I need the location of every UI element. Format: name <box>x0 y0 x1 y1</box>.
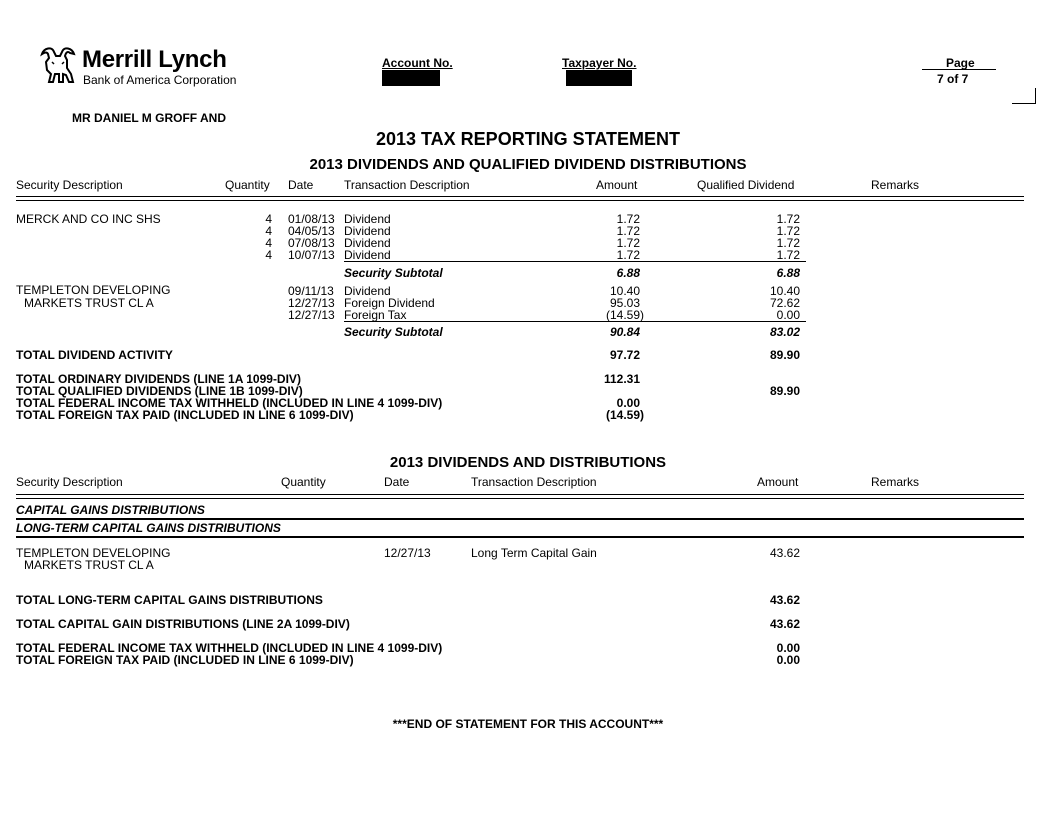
page-number: 7 of 7 <box>937 72 969 86</box>
row-amount: 1.72 <box>616 236 640 250</box>
total-qualified-dividends-label: TOTAL QUALIFIED DIVIDENDS (LINE 1B 1099-DIV) <box>16 384 303 398</box>
customer-name: MR DANIEL M GROFF AND <box>72 111 226 125</box>
row-amount: 95.03 <box>609 296 640 310</box>
row-description: Long Term Capital Gain <box>471 546 597 560</box>
total-federal-tax-withheld-amount: 0.00 <box>616 396 640 410</box>
row-qualified: 0.00 <box>776 308 800 322</box>
col-date: Date <box>384 475 410 489</box>
row-amount: 1.72 <box>616 248 640 262</box>
col-amount: Amount <box>757 475 799 489</box>
row-qualified: 1.72 <box>776 248 800 262</box>
total-long-term-cg-label: TOTAL LONG-TERM CAPITAL GAINS DISTRIBUTIONS <box>16 593 323 607</box>
row-amount: 10.40 <box>609 284 640 298</box>
total-capital-gain-distributions-label: TOTAL CAPITAL GAIN DISTRIBUTIONS (LINE 2A 1099-DIV) <box>16 617 350 631</box>
row-amount: 1.72 <box>616 212 640 226</box>
total-long-term-cg-amount: 43.62 <box>769 593 800 607</box>
row-description: Dividend <box>344 236 391 250</box>
row-quantity: 4 <box>265 212 272 226</box>
col-remarks: Remarks <box>871 475 920 489</box>
brand-subtitle: Bank of America Corporation <box>83 73 237 87</box>
row-description: Foreign Tax <box>344 308 407 322</box>
taxpayer-number-redacted <box>566 70 632 86</box>
security-name-line2: MARKETS TRUST CL A <box>24 296 154 310</box>
security-name: TEMPLETON DEVELOPING <box>16 546 171 560</box>
account-number-redacted <box>382 70 440 86</box>
row-qualified: 1.72 <box>776 224 800 238</box>
total-ordinary-dividends-amount: 112.31 <box>603 372 640 386</box>
security-name-line2: MARKETS TRUST CL A <box>24 558 154 572</box>
end-of-statement: ***END OF STATEMENT FOR THIS ACCOUNT*** <box>392 717 664 731</box>
total-capital-gain-distributions-amount: 43.62 <box>769 617 800 631</box>
brand-name: Merrill Lynch <box>82 46 227 73</box>
col-security-description: Security Description <box>16 178 123 192</box>
row-description: Dividend <box>344 248 391 262</box>
total-dividend-activity-amount: 97.72 <box>609 348 640 362</box>
row-date: 07/08/13 <box>288 236 335 250</box>
total-foreign-tax-paid-amount: (14.59) <box>605 408 644 422</box>
subtotal-qualified: 6.88 <box>776 266 800 280</box>
row-qualified: 1.72 <box>776 236 800 250</box>
col-amount: Amount <box>596 178 638 192</box>
row-date: 10/07/13 <box>288 248 335 262</box>
subtotal-label: Security Subtotal <box>344 325 443 339</box>
row-amount: 43.62 <box>769 546 800 560</box>
col-qualified-dividend: Qualified Dividend <box>697 178 795 192</box>
col-transaction-description: Transaction Description <box>344 178 470 192</box>
total-dividend-activity-qualified: 89.90 <box>769 348 800 362</box>
col-security-description: Security Description <box>16 475 123 489</box>
subtotal-amount: 6.88 <box>616 266 640 280</box>
subtotal-amount: 90.84 <box>609 325 640 339</box>
row-date: 12/27/13 <box>288 296 335 310</box>
taxpayer-number-label: Taxpayer No. <box>562 56 637 70</box>
subcategory-long-term: LONG-TERM CAPITAL GAINS DISTRIBUTIONS <box>16 521 281 535</box>
total-dividend-activity-label: TOTAL DIVIDEND ACTIVITY <box>16 348 173 362</box>
total-federal-tax-withheld-amount: 0.00 <box>776 641 800 655</box>
row-date: 12/27/13 <box>288 308 335 322</box>
row-qualified: 1.72 <box>776 212 800 226</box>
total-federal-tax-withheld-label: TOTAL FEDERAL INCOME TAX WITHHELD (INCLUDED IN LINE 4 1099-DIV) <box>16 641 443 655</box>
subtotal-qualified: 83.02 <box>769 325 800 339</box>
row-date: 09/11/13 <box>288 284 334 298</box>
row-date: 01/08/13 <box>288 212 335 226</box>
row-description: Dividend <box>344 224 391 238</box>
security-name: TEMPLETON DEVELOPING <box>16 283 171 297</box>
row-description: Dividend <box>344 212 391 226</box>
category-capital-gains: CAPITAL GAINS DISTRIBUTIONS <box>16 503 205 517</box>
row-date: 04/05/13 <box>288 224 335 238</box>
total-federal-tax-withheld-label: TOTAL FEDERAL INCOME TAX WITHHELD (INCLUDED IN LINE 4 1099-DIV) <box>16 396 443 410</box>
row-amount: (14.59) <box>605 308 644 322</box>
section1-title: 2013 DIVIDENDS AND QUALIFIED DIVIDEND DISTRIBUTIONS <box>309 156 747 173</box>
row-quantity: 4 <box>265 224 272 238</box>
statement-title: 2013 TAX REPORTING STATEMENT <box>375 129 681 149</box>
row-qualified: 10.40 <box>769 284 800 298</box>
row-amount: 1.72 <box>616 224 640 238</box>
row-date: 12/27/13 <box>384 546 431 560</box>
bull-icon <box>38 44 78 86</box>
row-quantity: 4 <box>265 236 272 250</box>
subtotal-label: Security Subtotal <box>344 266 443 280</box>
col-remarks: Remarks <box>871 178 920 192</box>
col-transaction-description: Transaction Description <box>471 475 597 489</box>
row-quantity: 4 <box>265 248 272 262</box>
col-date: Date <box>288 178 314 192</box>
row-description: Foreign Dividend <box>344 296 435 310</box>
total-foreign-tax-paid-label: TOTAL FOREIGN TAX PAID (INCLUDED IN LINE 6 1099-DIV) <box>16 653 354 667</box>
col-quantity: Quantity <box>225 178 270 192</box>
security-name: MERCK AND CO INC SHS <box>16 212 161 226</box>
row-qualified: 72.62 <box>769 296 800 310</box>
merrill-lynch-logo <box>38 44 238 88</box>
total-qualified-dividends-amount: 89.90 <box>769 384 800 398</box>
total-foreign-tax-paid-amount: 0.00 <box>776 653 800 667</box>
col-quantity: Quantity <box>281 475 326 489</box>
page-label: Page <box>946 56 975 70</box>
total-foreign-tax-paid-label: TOTAL FOREIGN TAX PAID (INCLUDED IN LINE 6 1099-DIV) <box>16 408 354 422</box>
row-description: Dividend <box>344 284 391 298</box>
account-number-label: Account No. <box>382 56 453 70</box>
section2-title: 2013 DIVIDENDS AND DISTRIBUTIONS <box>389 454 667 471</box>
total-ordinary-dividends-label: TOTAL ORDINARY DIVIDENDS (LINE 1A 1099-DIV) <box>16 372 301 386</box>
